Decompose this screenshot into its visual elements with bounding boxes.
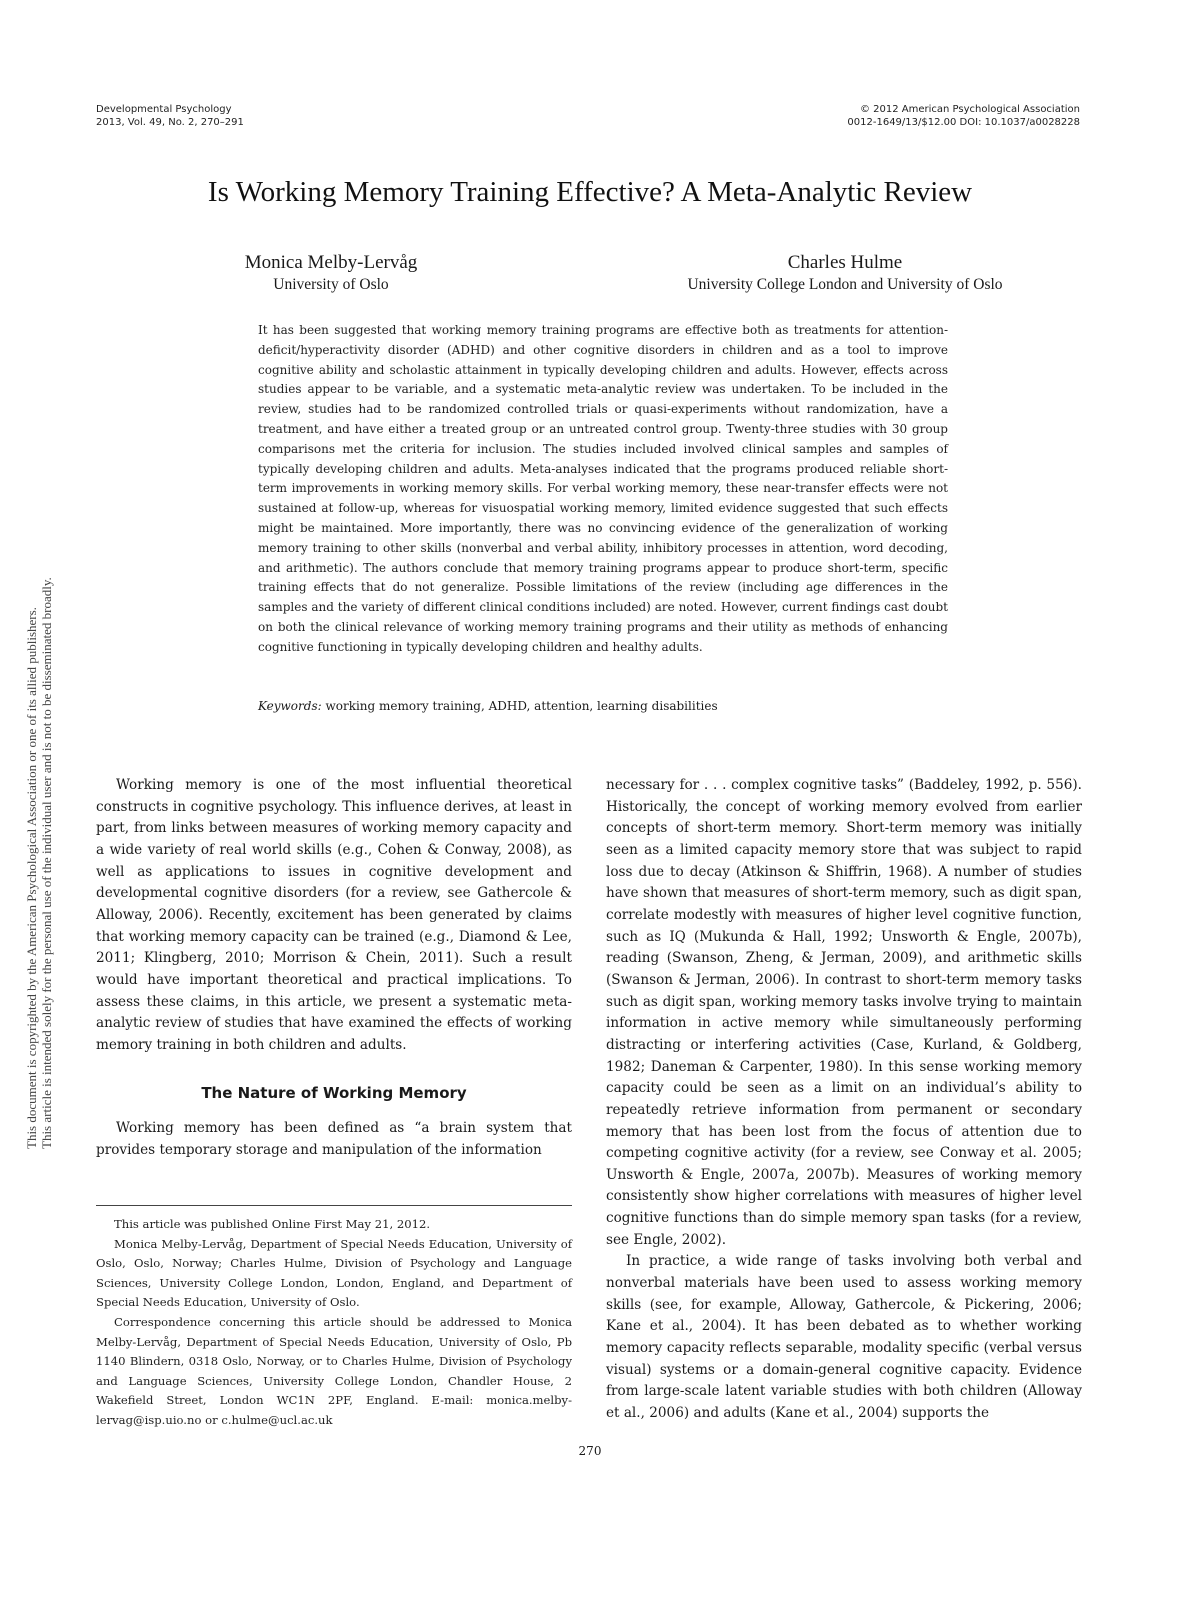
author-affiliation: University of Oslo xyxy=(273,276,389,293)
author-name: Charles Hulme xyxy=(787,252,903,273)
body-column-left-bottom xyxy=(96,1118,572,1161)
page-number: 270 xyxy=(578,1444,602,1458)
issn-doi-line: 0012-1649/13/$12.00 DOI: 10.1037/a0028228 xyxy=(847,117,1080,128)
keywords xyxy=(258,697,948,715)
body-paragraph: Working memory has been defined as “a brain system that provides temporary storage and manipulation of the information xyxy=(96,1120,572,1158)
footnote-published: This article was published Online First May 21, 2012. xyxy=(114,1217,431,1231)
keywords-label: Keywords: xyxy=(258,699,322,713)
footnote-correspondence: Correspondence concerning this article should be addressed to Monica Melby-Lervåg, Department of Special Needs Education, University of Oslo, Pb 1140 Blindern, 0318 Oslo, Norway, or to Charles Hulme, Division of Psychology and Language Sciences, University College London, Chandler House, 2 Wakefield Street, London WC1N 2PF, England. E-mail: monica.melby-lervag@isp.uio.no or c.hulme@ucl.ac.uk xyxy=(96,1314,572,1427)
body-paragraph: necessary for . . . complex cognitive tasks” (Baddeley, 1992, p. 556). Historically, the concept of working memory evolved from earlier concepts of short-term memory. Short-term memory was initially seen as a limited capacity memory store that was subject to rapid loss due to decay (Atkinson & Shiffrin, 1968). A number of studies have shown that measures of short-term memory, such as digit span, correlate modestly with measures of higher level cognitive function, such as IQ (Mukunda & Hall, 1992; Unsworth & Engle, 2007b), reading (Swanson, Zheng, & Jerman, 2009), and arithmetic skills (Swanson & Jerman, 2006). In contrast to short-term memory tasks such as digit span, working memory tasks involve trying to maintain information in active memory while simultaneously performing distracting or interfering activities (Case, Kurland, & Goldberg, 1982; Daneman & Carpenter, 1980). In this sense working memory capacity could be seen as a limit on an individual’s ability to repeatedly retrieve information from permanent or secondary memory that has been lost from the focus of attention due to competing cognitive activity (for a review, see Conway et al. 2005; Unsworth & Engle, 2007a, 2007b). Measures of working memory consistently show higher correlations with measures of higher level cognitive functions than do simple memory span tasks (for a review, see Engle, 2002). xyxy=(606,777,1082,1248)
copyright-side-notice xyxy=(24,577,54,1149)
author-affiliation: University College London and University of Oslo xyxy=(687,276,1003,293)
side-notice-line-1: This document is copyrighted by the American Psychological Association or one of its allied publishers. xyxy=(24,607,39,1149)
abstract: It has been suggested that working memory training programs are effective both as treatments for attention-deficit/hyperactivity disorder (ADHD) and other cognitive disorders in children and as a tool to improve cognitive ability and scholastic attainment in typically developing children and adults. However, effects across studies appear to be variable, and a systematic meta-analytic review was undertaken. To be included in the review, studies had to be randomized controlled trials or quasi-experiments without randomization, have a treatment, and have either a treated group or an untreated control group. Twenty-three studies with 30 group comparisons met the criteria for inclusion. The studies included involved clinical samples and samples of typically developing children and adults. Meta-analyses indicated that the programs produced reliable short-term improvements in working memory skills. For verbal working memory, these near-transfer effects were not sustained at follow-up, whereas for visuospatial working memory, limited evidence suggested that such effects might be maintained. More importantly, there was no convincing evidence of the generalization of working memory training to other skills (nonverbal and verbal ability, inhibitory processes in attention, word decoding, and arithmetic). The authors conclude that memory training programs appear to produce short-term, specific training effects that do not generalize. Possible limitations of the review (including age differences in the samples and the variety of different clinical conditions included) are noted. However, current findings cast doubt on both the clinical relevance of working memory training programs and their utility as methods of enhancing cognitive functioning in typically developing children and healthy adults. xyxy=(258,323,948,654)
author-name: Monica Melby-Lervåg xyxy=(244,252,418,273)
copyright-line: © 2012 American Psychological Association xyxy=(859,104,1080,115)
running-header-right xyxy=(847,103,1080,129)
volume-info: 2013, Vol. 49, No. 2, 270–291 xyxy=(96,117,244,128)
journal-name: Developmental Psychology xyxy=(96,104,232,115)
author-block-1 xyxy=(196,251,466,295)
author-block-2 xyxy=(640,251,1050,295)
keywords-text: working memory training, ADHD, attention, learning disabilities xyxy=(325,699,718,713)
footnote-divider xyxy=(96,1205,572,1206)
body-paragraph: Working memory is one of the most influential theoretical constructs in cognitive psychology. This influence derives, at least in part, from links between measures of working memory capacity and a wide variety of real world skills (e.g., Cohen & Conway, 2008), as well as applications to issues in cognitive development and developmental cognitive disorders (for a review, see Gathercole & Alloway, 2006). Recently, excitement has been generated by claims that working memory capacity can be trained (e.g., Diamond & Lee, 2011; Klingberg, 2010; Morrison & Chein, 2011). Such a result would have important theoretical and practical implications. To assess these claims, in this article, we present a systematic meta-analytic review of studies that have examined the effects of working memory training in both children and adults. xyxy=(96,777,572,1053)
running-header-left xyxy=(96,103,244,129)
footnotes xyxy=(96,1215,572,1431)
body-column-right xyxy=(606,775,1082,1425)
body-column-left-top xyxy=(96,775,572,1057)
footnote-affiliations: Monica Melby-Lervåg, Department of Special Needs Education, University of Oslo, Oslo, Norway; Charles Hulme, Division of Psychology and Language Sciences, University College London, London, England, and Department of Special Needs Education, University of Oslo. xyxy=(96,1236,572,1310)
side-notice-line-2: This article is intended solely for the personal use of the individual user and is not to be disseminated broadly. xyxy=(39,577,54,1149)
article-title: Is Working Memory Training Effective? A Meta-Analytic Review xyxy=(207,176,973,208)
body-paragraph: In practice, a wide range of tasks involving both verbal and nonverbal materials have been used to assess working memory skills (see, for example, Alloway, Gathercole, & Pickering, 2006; Kane et al., 2004). It has been debated as to whether working memory capacity reflects separable, modality specific (verbal versus visual) systems or a domain-general cognitive capacity. Evidence from large-scale latent variable studies with both children (Alloway et al., 2006) and adults (Kane et al., 2004) supports the xyxy=(606,1253,1082,1422)
section-heading: The Nature of Working Memory xyxy=(201,1084,467,1102)
